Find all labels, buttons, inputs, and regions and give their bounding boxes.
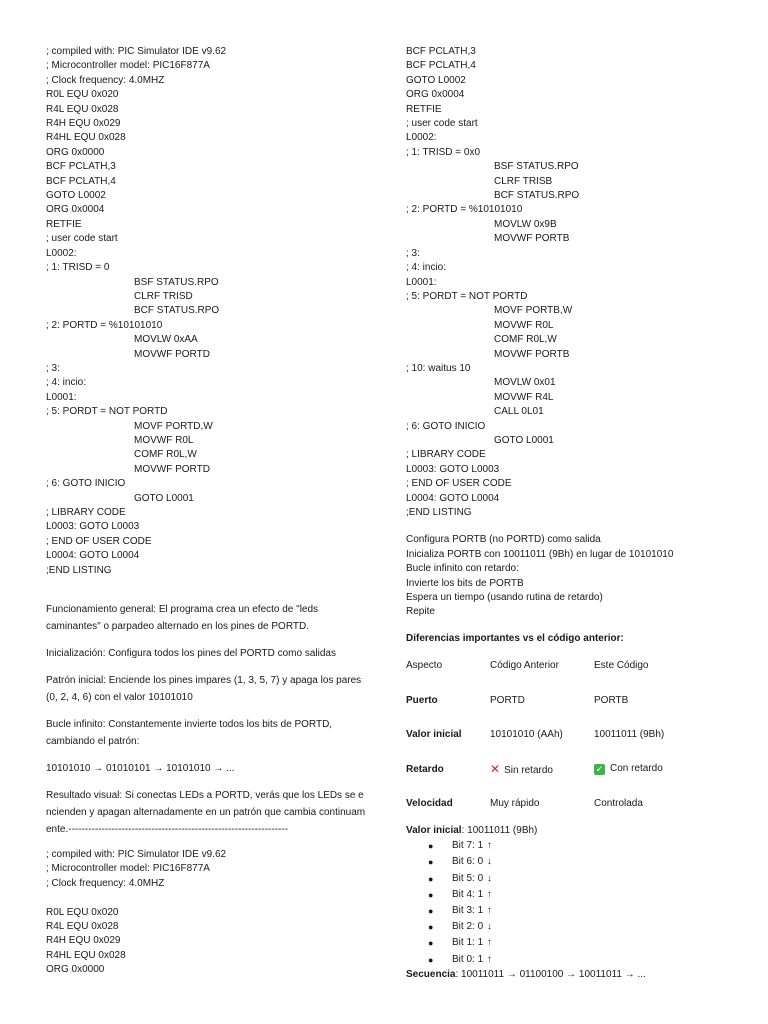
code-line: ; END OF USER CODE: [46, 535, 152, 547]
code-line: R4HL EQU 0x028: [46, 132, 126, 144]
code-line: L0002:: [46, 247, 77, 259]
code-line-indented: GOTO L0001: [494, 434, 554, 446]
code-line: ;END LISTING: [406, 507, 472, 518]
code-line: L0001:: [46, 391, 77, 403]
code-line: ORG 0x0004: [406, 89, 465, 101]
table-cell: Controlada: [594, 798, 643, 809]
check-mark-icon: ✓: [595, 764, 604, 774]
code-line: ; compiled with: PIC Simulator IDE v9.62: [46, 849, 227, 861]
code-line: ORG 0x0000: [46, 964, 105, 976]
code-line-indented: GOTO L0001: [134, 492, 194, 504]
arrow-up-icon: ↑: [486, 953, 492, 965]
code-line: R0L EQU 0x020: [46, 906, 119, 918]
code-header-block: [46, 45, 368, 578]
table-row: [406, 752, 724, 787]
table-header-row: [406, 648, 724, 683]
list-item: [406, 919, 736, 935]
table-cell: Muy rápido: [490, 798, 540, 809]
code-line: ; 3:: [406, 247, 420, 259]
bit-label: Bit 5: 0: [452, 872, 484, 884]
right-column: [406, 45, 736, 982]
list-item: [406, 838, 736, 854]
differences-heading: Diferencias importantes vs el código anterior:: [406, 632, 624, 644]
table-cell: [490, 752, 594, 787]
summary-line: Invierte los bits de PORTB: [406, 577, 524, 589]
table-row-label: Retardo: [406, 763, 444, 775]
code-line: ; 5: PORDT = NOT PORTD: [46, 406, 168, 418]
code-line: R4H EQU 0x029: [46, 935, 121, 947]
table-header-cell: Código Anterior: [490, 660, 559, 671]
code-line: ORG 0x0000: [46, 146, 105, 158]
left-column: [46, 45, 368, 978]
code-line: ORG 0x0004: [46, 204, 105, 216]
bit-label: Bit 3: 1: [452, 904, 484, 916]
table-cell-text: Con retardo: [610, 763, 663, 774]
list-item: [406, 903, 736, 919]
code-line: ; 10: waitus 10: [406, 362, 471, 374]
table-cell: [594, 752, 724, 787]
code-line: ; 2: PORTD = %10101010: [406, 204, 523, 216]
code-line-indented: CLRF TRISD: [134, 290, 193, 302]
bullet-icon: ●: [428, 905, 434, 916]
list-item: [406, 871, 736, 887]
code-line: R4H EQU 0x029: [46, 118, 121, 130]
code-line: ; 4: incio:: [406, 262, 447, 274]
bit-label: Bit 0: 1: [452, 953, 484, 965]
table-cell-text: Sin retardo: [504, 765, 553, 776]
blank-line: [46, 891, 368, 905]
code-line: L0004: GOTO L0004: [46, 550, 140, 562]
code-line-indented: CLRF TRISB: [494, 175, 553, 187]
bullet-icon: ●: [428, 954, 434, 965]
code-line: RETFIE: [46, 218, 82, 230]
arrow-up-icon: ↑: [486, 904, 492, 916]
code-line-indented: MOVWF PORTB: [494, 233, 570, 245]
bullet-icon: ●: [428, 889, 434, 900]
bit-label: Bit 2: 0: [452, 921, 484, 933]
bullet-icon: ●: [428, 857, 434, 868]
code-line: ; user code start: [46, 233, 118, 245]
code-line-indented: MOVLW 0x01: [494, 377, 556, 389]
initial-value-label: Valor inicial: [406, 824, 462, 836]
bit-label: Bit 7: 1: [452, 840, 484, 852]
code-line: ; LIBRARY CODE: [406, 449, 486, 461]
code-line: L0003: GOTO L0003: [406, 463, 500, 475]
sequence-line: [406, 968, 736, 982]
bullet-icon: ●: [428, 873, 434, 884]
code-line: ; Microcontroller model: PIC16F877A: [46, 60, 210, 72]
code-line: R4HL EQU 0x028: [46, 949, 126, 961]
bullet-icon: ●: [428, 922, 434, 933]
code-line: ; 1: TRISD = 0x0: [406, 146, 481, 158]
code-portb-block: [406, 45, 736, 520]
code-repeat-block: [46, 848, 368, 978]
explanation-paragraph: Funcionamiento general: El programa crea un efecto de "leds caminantes" o parpadeo alternado en los pines de PORTD.: [46, 604, 319, 633]
code-line-indented: MOVWF PORTD: [134, 348, 210, 360]
code-line: ; compiled with: PIC Simulator IDE v9.62: [46, 46, 227, 57]
code-line-indented: COMF R0L,W: [494, 334, 557, 346]
table-header-cell: Este Código: [594, 660, 649, 671]
code-line-indented: MOVWF R0L: [494, 319, 554, 331]
table-cell: PORTD: [490, 694, 525, 706]
code-line: ; LIBRARY CODE: [46, 507, 126, 518]
arrow-up-icon: ↑: [486, 937, 492, 949]
code-line-indented: MOVWF R0L: [134, 434, 194, 446]
summary-line: Configura PORTB (no PORTD) como salida: [406, 534, 601, 546]
bullet-icon: ●: [428, 841, 434, 852]
table-row: [406, 717, 724, 752]
table-row-label: Puerto: [406, 694, 438, 706]
code-line: L0002:: [406, 132, 437, 144]
code-line-indented: BCF STATUS.RPO: [134, 305, 220, 317]
sequence-paragraph: 10101010 → 01010101 → 10101010 → ...: [46, 763, 235, 775]
list-item: [406, 952, 736, 968]
code-line: R4L EQU 0x028: [46, 103, 119, 115]
summary-line: Inicializa PORTB con 10011011 (9Bh) en lugar de 10101010: [406, 548, 674, 560]
summary-line: Bucle infinito con retardo:: [406, 563, 519, 575]
code-line: ; 2: PORTD = %10101010: [46, 319, 163, 331]
code-line: ; 6: GOTO INICIO: [406, 420, 486, 432]
bit-list: [406, 838, 736, 968]
summary-line: Repite: [406, 606, 435, 618]
code-line-indented: MOVLW 0xAA: [134, 334, 198, 346]
code-line: R4L EQU 0x028: [46, 921, 119, 933]
code-line-indented: BSF STATUS.RPO: [494, 161, 579, 173]
initial-value-line: [406, 824, 736, 838]
code-line: L0001:: [406, 276, 437, 288]
table-cell: 10101010 (AAh): [490, 729, 563, 740]
code-line: ; END OF USER CODE: [406, 478, 512, 490]
code-line-indented: MOVWF PORTD: [134, 463, 210, 475]
table-row-label: Velocidad: [406, 798, 453, 809]
code-line: ;END LISTING: [46, 564, 112, 576]
comparison-table: [406, 648, 724, 821]
code-line-indented: MOVWF PORTB: [494, 348, 570, 360]
sequence-label: Secuencia: [406, 968, 456, 980]
code-line: ; user code start: [406, 118, 478, 130]
code-line-indented: BSF STATUS.RPO: [134, 276, 219, 288]
bit-label: Bit 6: 0: [452, 856, 484, 868]
code-line: ; 4: incio:: [46, 377, 87, 389]
bit-label: Bit 4: 1: [452, 888, 484, 900]
cross-mark-icon: ✕: [490, 762, 501, 776]
arrow-up-icon: ↑: [486, 840, 492, 852]
list-item: [406, 854, 736, 870]
table-row: [406, 786, 724, 821]
code-line: ; 1: TRISD = 0: [46, 262, 110, 274]
code-line: GOTO L0002: [406, 74, 466, 86]
arrow-down-icon: ↓: [486, 856, 492, 868]
explanation-paragraph: Inicialización: Configura todos los pines del PORTD como salidas: [46, 648, 336, 660]
list-item: [406, 887, 736, 903]
code-line: BCF PCLATH,4: [46, 175, 116, 187]
bullet-icon: ●: [428, 938, 434, 949]
code-line-indented: MOVLW 0x9B: [494, 218, 557, 230]
code-line-indented: COMF R0L,W: [134, 449, 197, 461]
explanation-paragraph: Resultado visual: Si conectas LEDs a PORTD, verás que los LEDs se encienden y apagan alternadamente en un patrón que cambia continuamente.------------------------------------------------------------------: [46, 790, 366, 836]
arrow-up-icon: ↑: [486, 888, 492, 900]
code-line: R0L EQU 0x020: [46, 89, 119, 101]
code-line: L0004: GOTO L0004: [406, 492, 500, 504]
code-line: RETFIE: [406, 103, 442, 115]
table-header-cell: Aspecto: [406, 660, 443, 671]
bit-label: Bit 1: 1: [452, 937, 484, 949]
summary-line: Espera un tiempo (usando rutina de retardo): [406, 592, 603, 604]
code-line-indented: MOVWF R4L: [494, 391, 554, 403]
code-line-indented: MOVF PORTB,W: [494, 305, 573, 317]
table-cell: PORTB: [594, 694, 629, 706]
table-row-label: Valor inicial: [406, 729, 462, 740]
code-line: ; Clock frequency: 4.0MHZ: [46, 74, 165, 86]
code-line-indented: MOVF PORTD,W: [134, 420, 213, 432]
table-row: [406, 683, 724, 718]
code-line: BCF PCLATH,3: [46, 161, 116, 173]
code-line: ; Clock frequency: 4.0MHZ: [46, 877, 165, 889]
code-line: ; 3:: [46, 362, 60, 374]
code-line: ; 6: GOTO INICIO: [46, 478, 126, 490]
code-line-indented: BCF STATUS.RPO: [494, 190, 580, 202]
arrow-down-icon: ↓: [486, 921, 492, 933]
sequence-text: : 10011011 → 01100100 → 10011011 → ...: [455, 968, 646, 980]
code-line: ; 5: PORDT = NOT PORTD: [406, 290, 528, 302]
code-line: L0003: GOTO L0003: [46, 521, 140, 533]
code-line: GOTO L0002: [46, 190, 106, 202]
summary-block: [406, 533, 736, 619]
arrow-down-icon: ↓: [486, 872, 492, 884]
initial-value-text: : 10011011 (9Bh): [461, 824, 538, 836]
code-line: BCF PCLATH,4: [406, 60, 476, 72]
list-item: [406, 935, 736, 951]
explanation-paragraph: Patrón inicial: Enciende los pines impares (1, 3, 5, 7) y apaga los pares (0, 2, 4, 6) con el valor 10101010: [46, 675, 362, 704]
code-line: ; Microcontroller model: PIC16F877A: [46, 863, 210, 875]
explanation-paragraph: Bucle infinito: Constantemente invierte todos los bits de PORTD, cambiando el patrón:: [46, 719, 333, 748]
table-cell: 10011011 (9Bh): [594, 729, 665, 740]
code-line-indented: CALL 0L01: [494, 406, 544, 418]
code-line: BCF PCLATH,3: [406, 46, 476, 57]
